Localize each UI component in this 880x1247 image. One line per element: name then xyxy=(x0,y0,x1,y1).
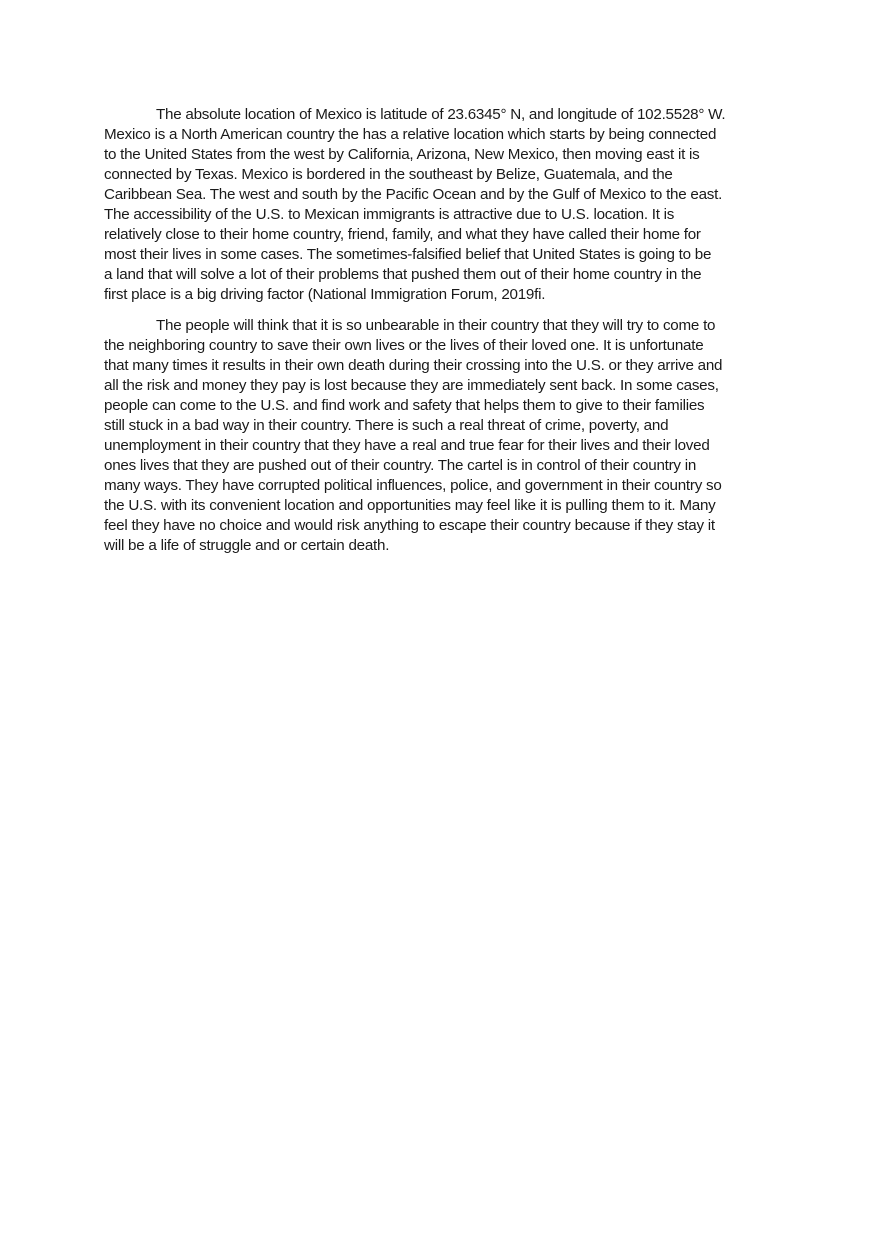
text-line: a land that will solve a lot of their problems that pushed them out of their home country in the xyxy=(104,266,702,283)
text-line: all the risk and money they pay is lost because they are immediately sent back. In some cases, xyxy=(104,377,719,394)
text-line: The people will think that it is so unbearable in their country that they will try to come to xyxy=(156,317,716,334)
paragraph-push-factors xyxy=(104,316,784,556)
text-line: will be a life of struggle and or certain death. xyxy=(104,537,390,554)
text-line: The absolute location of Mexico is latitude of 23.6345° N, and longitude of 102.5528° W. xyxy=(156,106,726,123)
document-page xyxy=(104,105,784,556)
text-line: the neighboring country to save their own lives or the lives of their loved one. It is unfortunate xyxy=(104,337,704,354)
text-line: most their lives in some cases. The sometimes-falsified belief that United States is going to be xyxy=(104,246,712,263)
text-line: first place is a big driving factor (National Immigration Forum, 2019fi. xyxy=(104,286,546,303)
text-line: that many times it results in their own death during their crossing into the U.S. or they arrive and xyxy=(104,357,723,374)
text-line: feel they have no choice and would risk anything to escape their country because if they stay it xyxy=(104,517,715,534)
text-line: Mexico is a North American country the has a relative location which starts by being connected xyxy=(104,126,717,143)
text-line: still stuck in a bad way in their country. There is such a real threat of crime, poverty, and xyxy=(104,417,669,434)
text-line: ones lives that they are pushed out of their country. The cartel is in control of their country in xyxy=(104,457,697,474)
paragraph-absolute-location xyxy=(104,105,784,305)
text-line: relatively close to their home country, friend, family, and what they have called their home for xyxy=(104,226,701,243)
text-line: unemployment in their country that they have a real and true fear for their lives and their loved xyxy=(104,437,710,454)
text-line: to the United States from the west by California, Arizona, New Mexico, then moving east it is xyxy=(104,146,700,163)
text-line: people can come to the U.S. and find work and safety that helps them to give to their families xyxy=(104,397,705,414)
text-line: the U.S. with its convenient location and opportunities may feel like it is pulling them to it. Many xyxy=(104,497,716,514)
text-line: connected by Texas. Mexico is bordered in the southeast by Belize, Guatemala, and the xyxy=(104,166,673,183)
text-line: many ways. They have corrupted political influences, police, and government in their country so xyxy=(104,477,722,494)
text-line: The accessibility of the U.S. to Mexican immigrants is attractive due to U.S. location. It is xyxy=(104,206,675,223)
text-line: Caribbean Sea. The west and south by the Pacific Ocean and by the Gulf of Mexico to the east. xyxy=(104,186,723,203)
